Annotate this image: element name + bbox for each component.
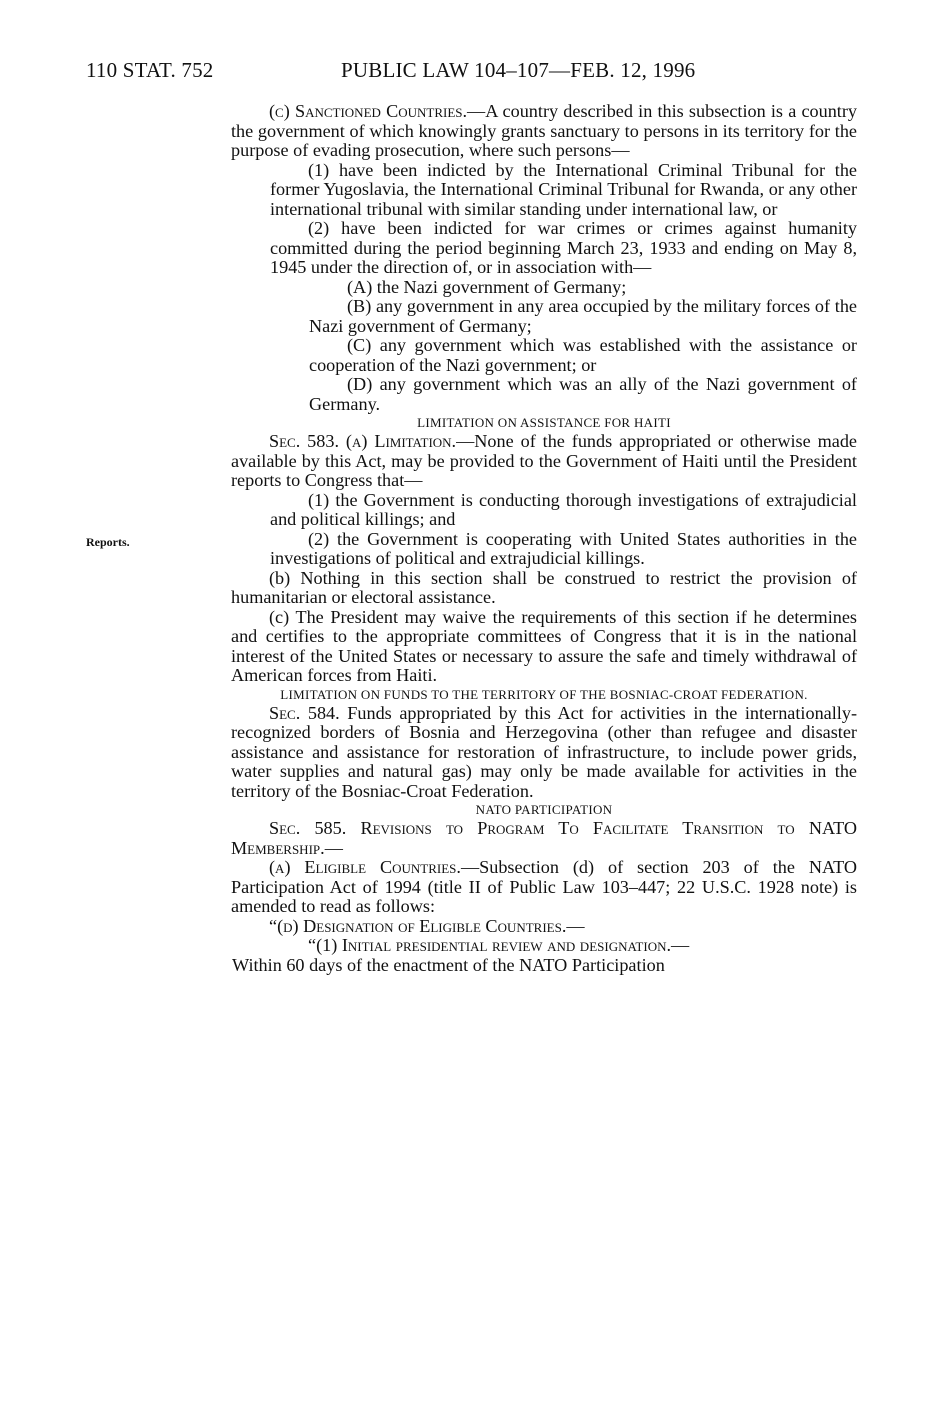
bosniac-text: Funds appropriated by this Act for activities in the internationally-recognized borders of Bosnia and Herzegovina (other than refugee and disaster assistance and assistance for restoration of infrastructure, to include power grids, water supplies and natural gas) may only be made available for activities in the territory of the Bosniac-Croat Federation. [231, 702, 857, 801]
bosniac-paragraph [231, 704, 857, 802]
nato-title-dash: — [324, 837, 343, 858]
nato-subsection-a [231, 858, 857, 917]
haiti-section-heading: LIMITATION ON ASSISTANCE FOR HAITI [417, 415, 671, 430]
nato-initial-review-dash: — [671, 935, 690, 955]
haiti-subsection-c: (c) The President may waive the requirements of this section if he determines and certifies to the appropriate committees of Congress that it is in the national interest of the United States or necessary to assure the safe and timely withdrawal of American forces from Haiti. [231, 606, 857, 685]
nato-designation-dash: — [566, 915, 585, 936]
haiti-subsection-b: (b) Nothing in this section shall be construed to restrict the provision of humanitarian or electoral assistance. [231, 567, 857, 607]
sanctioned-item-1: (1) have been indicted by the International Criminal Tribunal for the former Yugoslavia, the International Criminal Tribunal for Rwanda, or any other international tribunal with similar standing under international law, or [270, 159, 857, 219]
sanctioned-sub-b: (B) any government in any area occupied by the military forces of the Nazi government of Germany; [309, 296, 857, 336]
nato-initial-review-label: “(1) Initial presidential review and designation. [308, 935, 672, 955]
sanctioned-sub-d: (D) any government which was an ally of the Nazi government of Germany. [309, 374, 857, 414]
haiti-limitation-text: —None of the funds appropriated or otherwise made available by this Act, may be provided to the Government of Haiti until the President reports to Congress that— [231, 431, 857, 490]
haiti-limitation-label: Limitation. [374, 431, 457, 451]
nato-section-title: Revisions to Program To Facilitate Transition to NATO Membership. [231, 818, 857, 858]
sanctioned-countries-label: (c) Sanctioned Countries. [269, 101, 468, 121]
margin-note-reports: Reports. [86, 535, 130, 549]
document-body [231, 102, 857, 975]
sanctioned-sub-a: (A) the Nazi government of Germany; [347, 276, 627, 297]
haiti-limitation-paragraph [231, 432, 857, 491]
nato-subsection-d [231, 917, 857, 937]
nato-title-paragraph [231, 819, 857, 858]
sanctioned-sub-c: (C) any government which was established with the assistance or cooperation of the Nazi government; or [309, 335, 857, 375]
bosniac-section-number: Sec. 584. [269, 702, 348, 723]
nato-designation-label: “(d) Designation of Eligible Countries. [269, 915, 567, 936]
page-stat-reference: 110 STAT. 752 [86, 58, 214, 82]
haiti-item-1: (1) the Government is conducting thorough investigations of extrajudicial and political killings; and [270, 489, 857, 529]
sanctioned-countries-text: —A country described in this subsection is a country the government of which knowingly grants sanctuary to persons in its territory for the purpose of evading prosecution, where such persons— [231, 101, 857, 160]
nato-eligible-countries-label: (a) Eligible Countries. [269, 857, 461, 877]
sanctioned-item-2: (2) have been indicted for war crimes or crimes against humanity committed during the period beginning March 23, 1933 and ending on May 8, 1945 under the direction of, or in association with— [270, 218, 857, 277]
nato-section-number: Sec. 585. [269, 818, 361, 838]
nato-section-heading: NATO PARTICIPATION [475, 802, 613, 817]
nato-initial-review-text: Within 60 days of the enactment of the NATO Participation [232, 954, 665, 975]
sanctioned-countries-paragraph [231, 102, 857, 161]
bosniac-section-heading: LIMITATION ON FUNDS TO THE TERRITORY OF THE BOSNIAC-CROAT FEDERATION. [280, 686, 808, 702]
haiti-section-number: Sec. 583. (a) [269, 431, 375, 451]
running-header: PUBLIC LAW 104–107—FEB. 12, 1996 [341, 58, 696, 82]
haiti-item-2: (2) the Government is cooperating with United States authorities in the investigations of political and extrajudicial killings. [270, 528, 857, 568]
nato-eligible-countries-text: —Subsection (d) of section 203 of the NATO Participation Act of 1994 (title II of Public Law 103–447; 22 U.S.C. 1928 note) is amended to read as follows: [231, 857, 858, 916]
nato-paragraph-1 [231, 936, 857, 975]
